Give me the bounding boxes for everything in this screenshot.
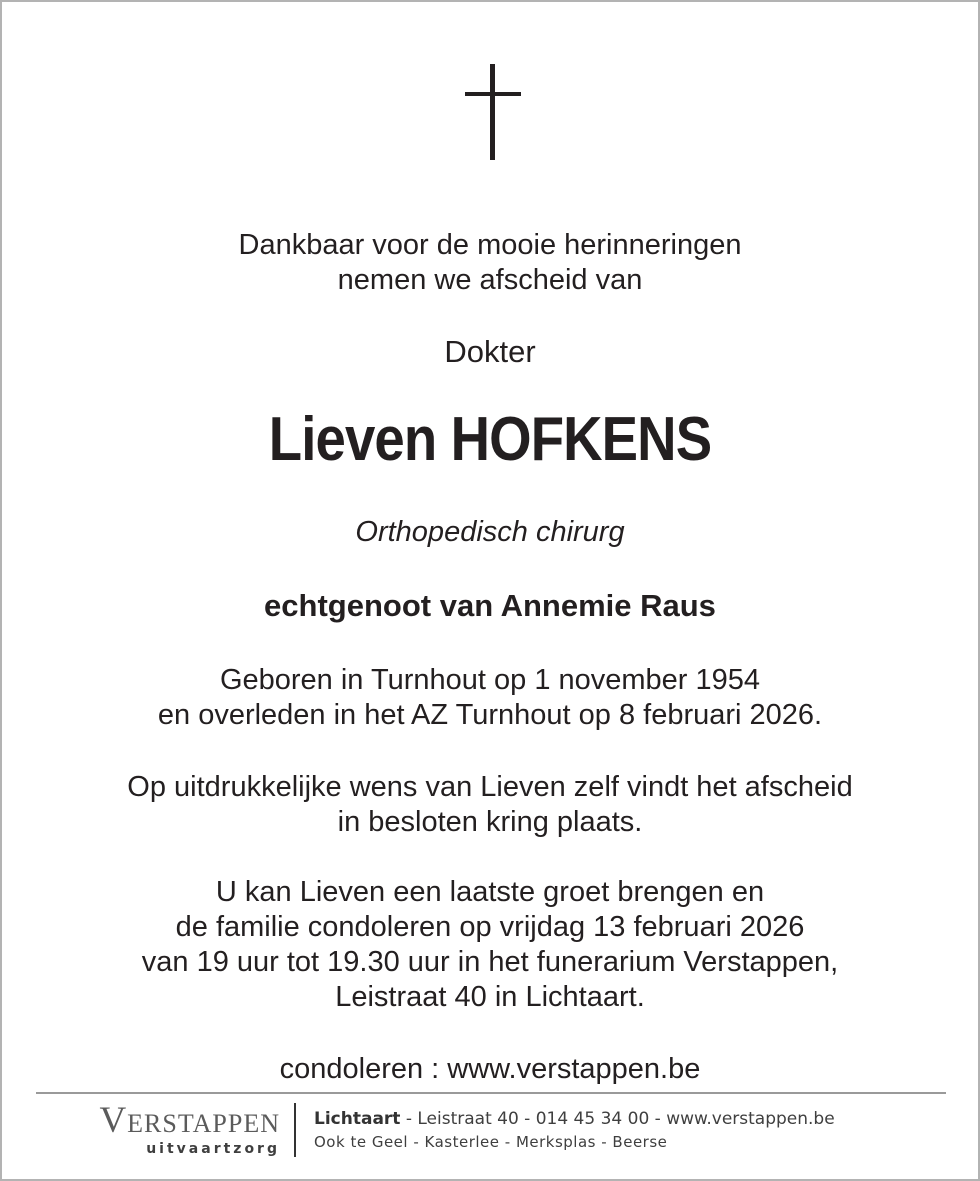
- intro-line: nemen we afscheid van: [337, 264, 643, 296]
- contact-info: [314, 1107, 835, 1153]
- text-line: de familie condoleren op vrijdag 13 februari 2026: [175, 911, 805, 943]
- cross-icon: [463, 62, 523, 162]
- logo-tagline: uitvaartzorg: [146, 1141, 280, 1157]
- intro-text: [2, 228, 978, 298]
- text-line: U kan Lieven een laatste groet brengen en: [215, 876, 765, 908]
- text-line: van 19 uur tot 19.30 uur in het funerarium Verstappen,: [141, 946, 839, 978]
- text-line: in besloten kring plaats.: [337, 806, 643, 838]
- honorific-title: Dokter: [444, 334, 536, 369]
- text-line: Leistraat 40 in Lichtaart.: [335, 981, 645, 1013]
- intro-line: Dankbaar voor de mooie herinneringen: [238, 229, 742, 261]
- spouse-line: echtgenoot van Annemie Raus: [264, 588, 716, 623]
- contact-address: - Leistraat 40 - 014 45 34 00 - www.verstappen.be: [400, 1109, 835, 1129]
- text-line: en overleden in het AZ Turnhout op 8 februari 2026.: [157, 699, 823, 731]
- farewell-wish-text: [2, 770, 978, 840]
- contact-branches: Ook te Geel - Kasterlee - Merksplas - Beerse: [314, 1133, 668, 1151]
- condolence-link[interactable]: condoleren : www.verstappen.be: [279, 1053, 701, 1085]
- funeral-home-logo: [70, 1101, 280, 1161]
- contact-city: Lichtaart: [314, 1109, 401, 1129]
- profession: Orthopedisch chirurg: [355, 516, 625, 548]
- footer-divider: [36, 1092, 946, 1094]
- logo-separator: [294, 1103, 296, 1157]
- deceased-name: Lieven HOFKENS: [268, 405, 712, 474]
- text-line: Op uitdrukkelijke wens van Lieven zelf vindt het afscheid: [127, 771, 853, 803]
- funeral-home-footer: [2, 1095, 978, 1179]
- contact-address-line: [314, 1107, 835, 1131]
- logo-wordmark: Verstappen: [99, 1100, 280, 1141]
- text-line: Geboren in Turnhout op 1 november 1954: [219, 664, 761, 696]
- birth-death-text: [2, 663, 978, 733]
- visitation-text: [2, 875, 978, 1015]
